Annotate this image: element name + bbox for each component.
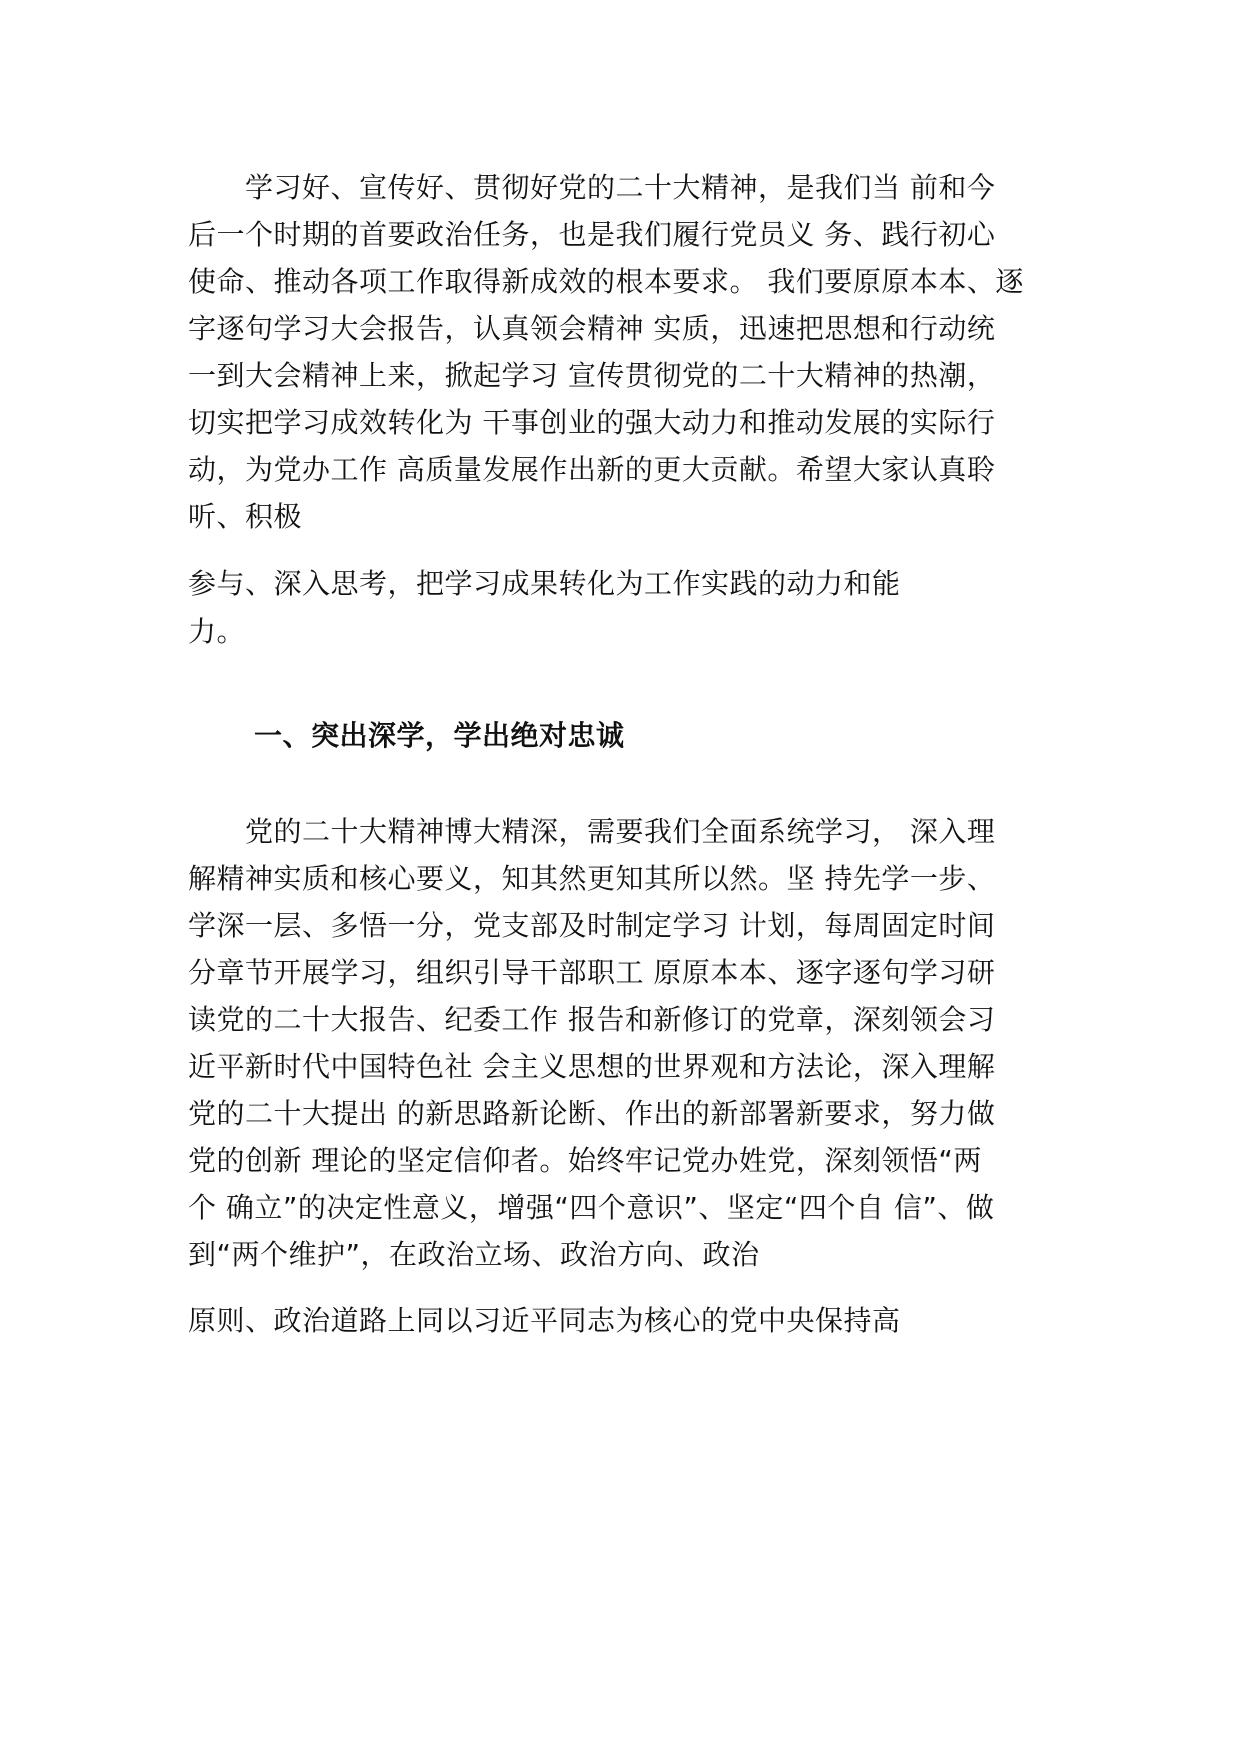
paragraph-2-line-1: 参与、深入思考，把学习成果转化为工作实践的动力和能 bbox=[188, 567, 901, 600]
paragraph-3-line-6: 近平新时代中国特色社 会主义思想的世界观和方法论，深入理解 bbox=[188, 1050, 996, 1083]
paragraph-1-line-3: 使命、推动各项工作取得新成效的根本要求。 我们要原原本本、逐 bbox=[188, 265, 1024, 298]
paragraph-3-line-3: 学深一层、多悟一分，党支部及时制定学习 计划，每周固定时间 bbox=[188, 909, 996, 942]
section-heading: 一、突出深学，学出绝对忠诚 bbox=[254, 719, 625, 752]
paragraph-1-line-7: 动，为党办工作 高质量发展作出新的更大贡献。希望大家认真聆 bbox=[188, 453, 996, 486]
paragraph-1-line-8: 听、积极 bbox=[188, 500, 303, 533]
paragraph-3-line-1: 党的二十大精神博大精深，需要我们全面系统学习， 深入理 bbox=[188, 815, 996, 848]
paragraph-1-line-4: 字逐句学习大会报告，认真领会精神 实质，迅速把思想和行动统 bbox=[188, 312, 996, 345]
paragraph-3-line-5: 读党的二十大报告、纪委工作 报告和新修订的党章，深刻领会习 bbox=[188, 1003, 996, 1036]
paragraph-1-line-5: 一到大会精神上来，掀起学习 宣传贯彻党的二十大精神的热潮， bbox=[188, 359, 996, 392]
paragraph-1-line-1: 学习好、宣传好、贯彻好党的二十大精神，是我们当 前和今 bbox=[188, 171, 996, 204]
paragraph-1-line-6: 切实把学习成效转化为 干事创业的强大动力和推动发展的实际行 bbox=[188, 406, 996, 439]
paragraph-3-line-2: 解精神实质和核心要义，知其然更知其所以然。坚 持先学一步、 bbox=[188, 862, 996, 895]
paragraph-3-line-7: 党的二十大提出 的新思路新论断、作出的新部署新要求，努力做 bbox=[188, 1097, 996, 1130]
paragraph-3-line-9: 个 确立”的决定性意义，增强“四个意识”、坚定“四个自 信”、做 bbox=[188, 1191, 995, 1224]
paragraph-3-line-4: 分章节开展学习，组织引导干部职工 原原本本、逐字逐句学习研 bbox=[188, 956, 996, 989]
paragraph-2-line-2: 力。 bbox=[188, 615, 246, 648]
paragraph-4-line-1: 原则、政治道路上同以习近平同志为核心的党中央保持高 bbox=[188, 1304, 901, 1337]
paragraph-3-line-8: 党的创新 理论的坚定信仰者。始终牢记党办姓党，深刻领悟“两 bbox=[188, 1144, 982, 1177]
paragraph-3-line-10: 到“两个维护”，在政治立场、政治方向、政治 bbox=[188, 1238, 760, 1271]
paragraph-1-line-2: 后一个时期的首要政治任务，也是我们履行党员义 务、践行初心 bbox=[188, 218, 996, 251]
